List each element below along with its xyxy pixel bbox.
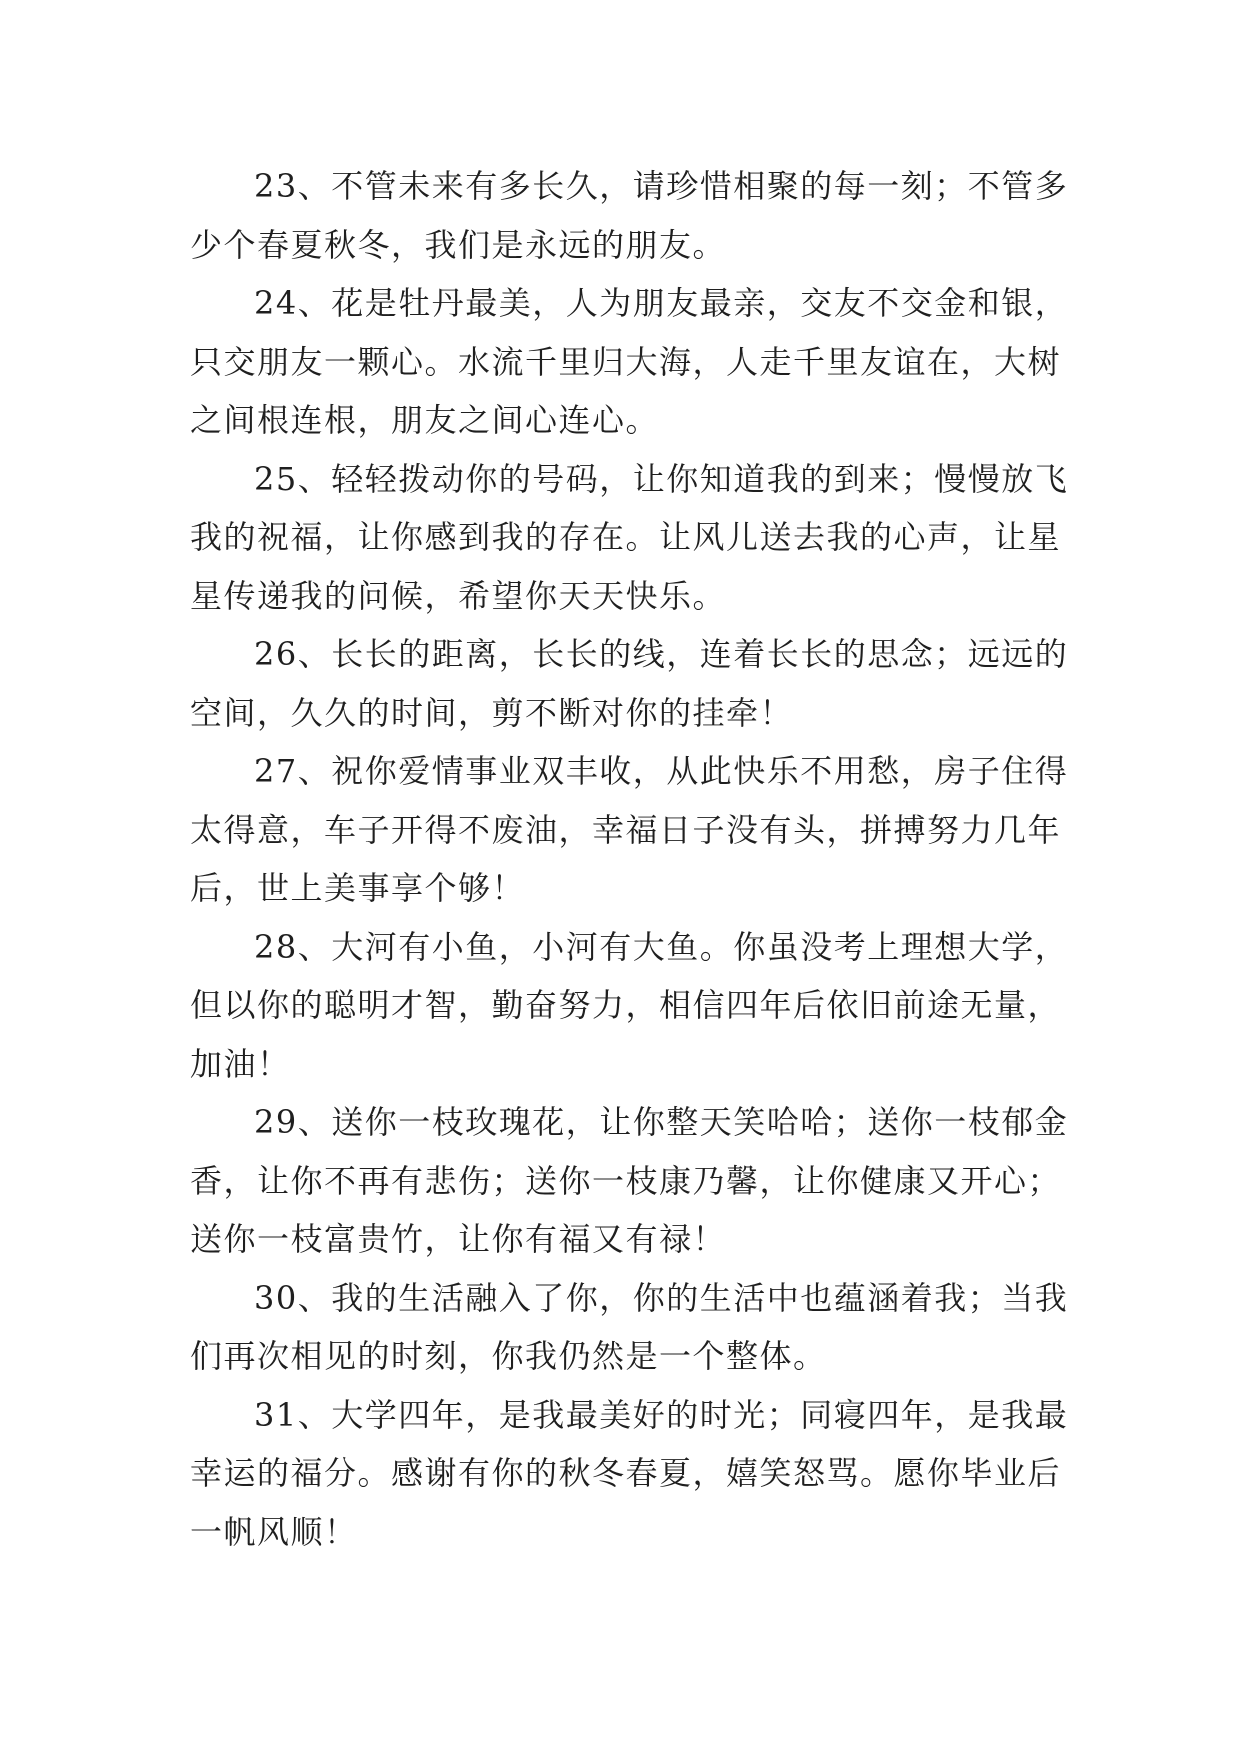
paragraph-line: 空间，久久的时间，剪不断对你的挂牵！	[190, 693, 794, 732]
paragraph-line: 23、不管未来有多长久，请珍惜相聚的每一刻；不管多	[254, 167, 1069, 205]
paragraph-line: 29、送你一枝玫瑰花，让你整天笑哈哈；送你一枝郁金	[254, 1103, 1069, 1141]
document-body	[190, 157, 1070, 1561]
paragraph-line: 一帆风顺！	[190, 1512, 358, 1551]
paragraph-line: 26、长长的距离，长长的线，连着长长的思念；远远的	[254, 635, 1069, 673]
paragraph-29	[190, 1093, 1070, 1269]
paragraph-line: 24、花是牡丹最美，人为朋友最亲，交友不交金和银，	[254, 284, 1069, 322]
paragraph-24	[190, 274, 1070, 450]
paragraph-line: 25、轻轻拨动你的号码，让你知道我的到来；慢慢放飞	[254, 459, 1069, 498]
paragraph-line: 送你一枝富贵竹，让你有福又有禄！	[190, 1220, 727, 1258]
paragraph-line: 30、我的生活融入了你，你的生活中也蕴涵着我；当我	[254, 1278, 1069, 1317]
paragraph-line: 只交朋友一颗心。水流千里归大海，人走千里友谊在，大树	[190, 342, 1062, 381]
paragraph-28	[190, 918, 1070, 1094]
paragraph-line: 星传递我的问候，希望你天天快乐。	[190, 576, 727, 615]
paragraph-26	[190, 625, 1070, 742]
paragraph-line: 31、大学四年，是我最美好的时光；同寝四年，是我最	[254, 1395, 1069, 1434]
paragraph-line: 少个春夏秋冬，我们是永远的朋友。	[190, 225, 727, 264]
paragraph-line: 们再次相见的时刻，你我仍然是一个整体。	[190, 1337, 827, 1375]
paragraph-30	[190, 1269, 1070, 1386]
paragraph-27	[190, 742, 1070, 918]
paragraph-line: 我的祝福，让你感到我的存在。让风儿送去我的心声，让星	[190, 518, 1062, 556]
paragraph-line: 太得意，车子开得不废油，幸福日子没有头，拼搏努力几年	[190, 810, 1062, 849]
paragraph-line: 后，世上美事享个够！	[190, 869, 526, 907]
paragraph-line: 加油！	[190, 1044, 291, 1083]
paragraph-line: 但以你的聪明才智，勤奋努力，相信四年后依旧前途无量，	[190, 986, 1062, 1024]
paragraph-31	[190, 1386, 1070, 1562]
paragraph-line: 27、祝你爱情事业双丰收，从此快乐不用愁，房子住得	[254, 752, 1069, 790]
paragraph-23	[190, 157, 1070, 274]
paragraph-25	[190, 450, 1070, 626]
paragraph-line: 香，让你不再有悲伤；送你一枝康乃馨，让你健康又开心；	[190, 1161, 1062, 1200]
paragraph-line: 之间根连根，朋友之间心连心。	[190, 401, 660, 439]
paragraph-line: 幸运的福分。感谢有你的秋冬春夏，嬉笑怒骂。愿你毕业后	[190, 1454, 1062, 1492]
paragraph-line: 28、大河有小鱼，小河有大鱼。你虽没考上理想大学，	[254, 927, 1069, 966]
